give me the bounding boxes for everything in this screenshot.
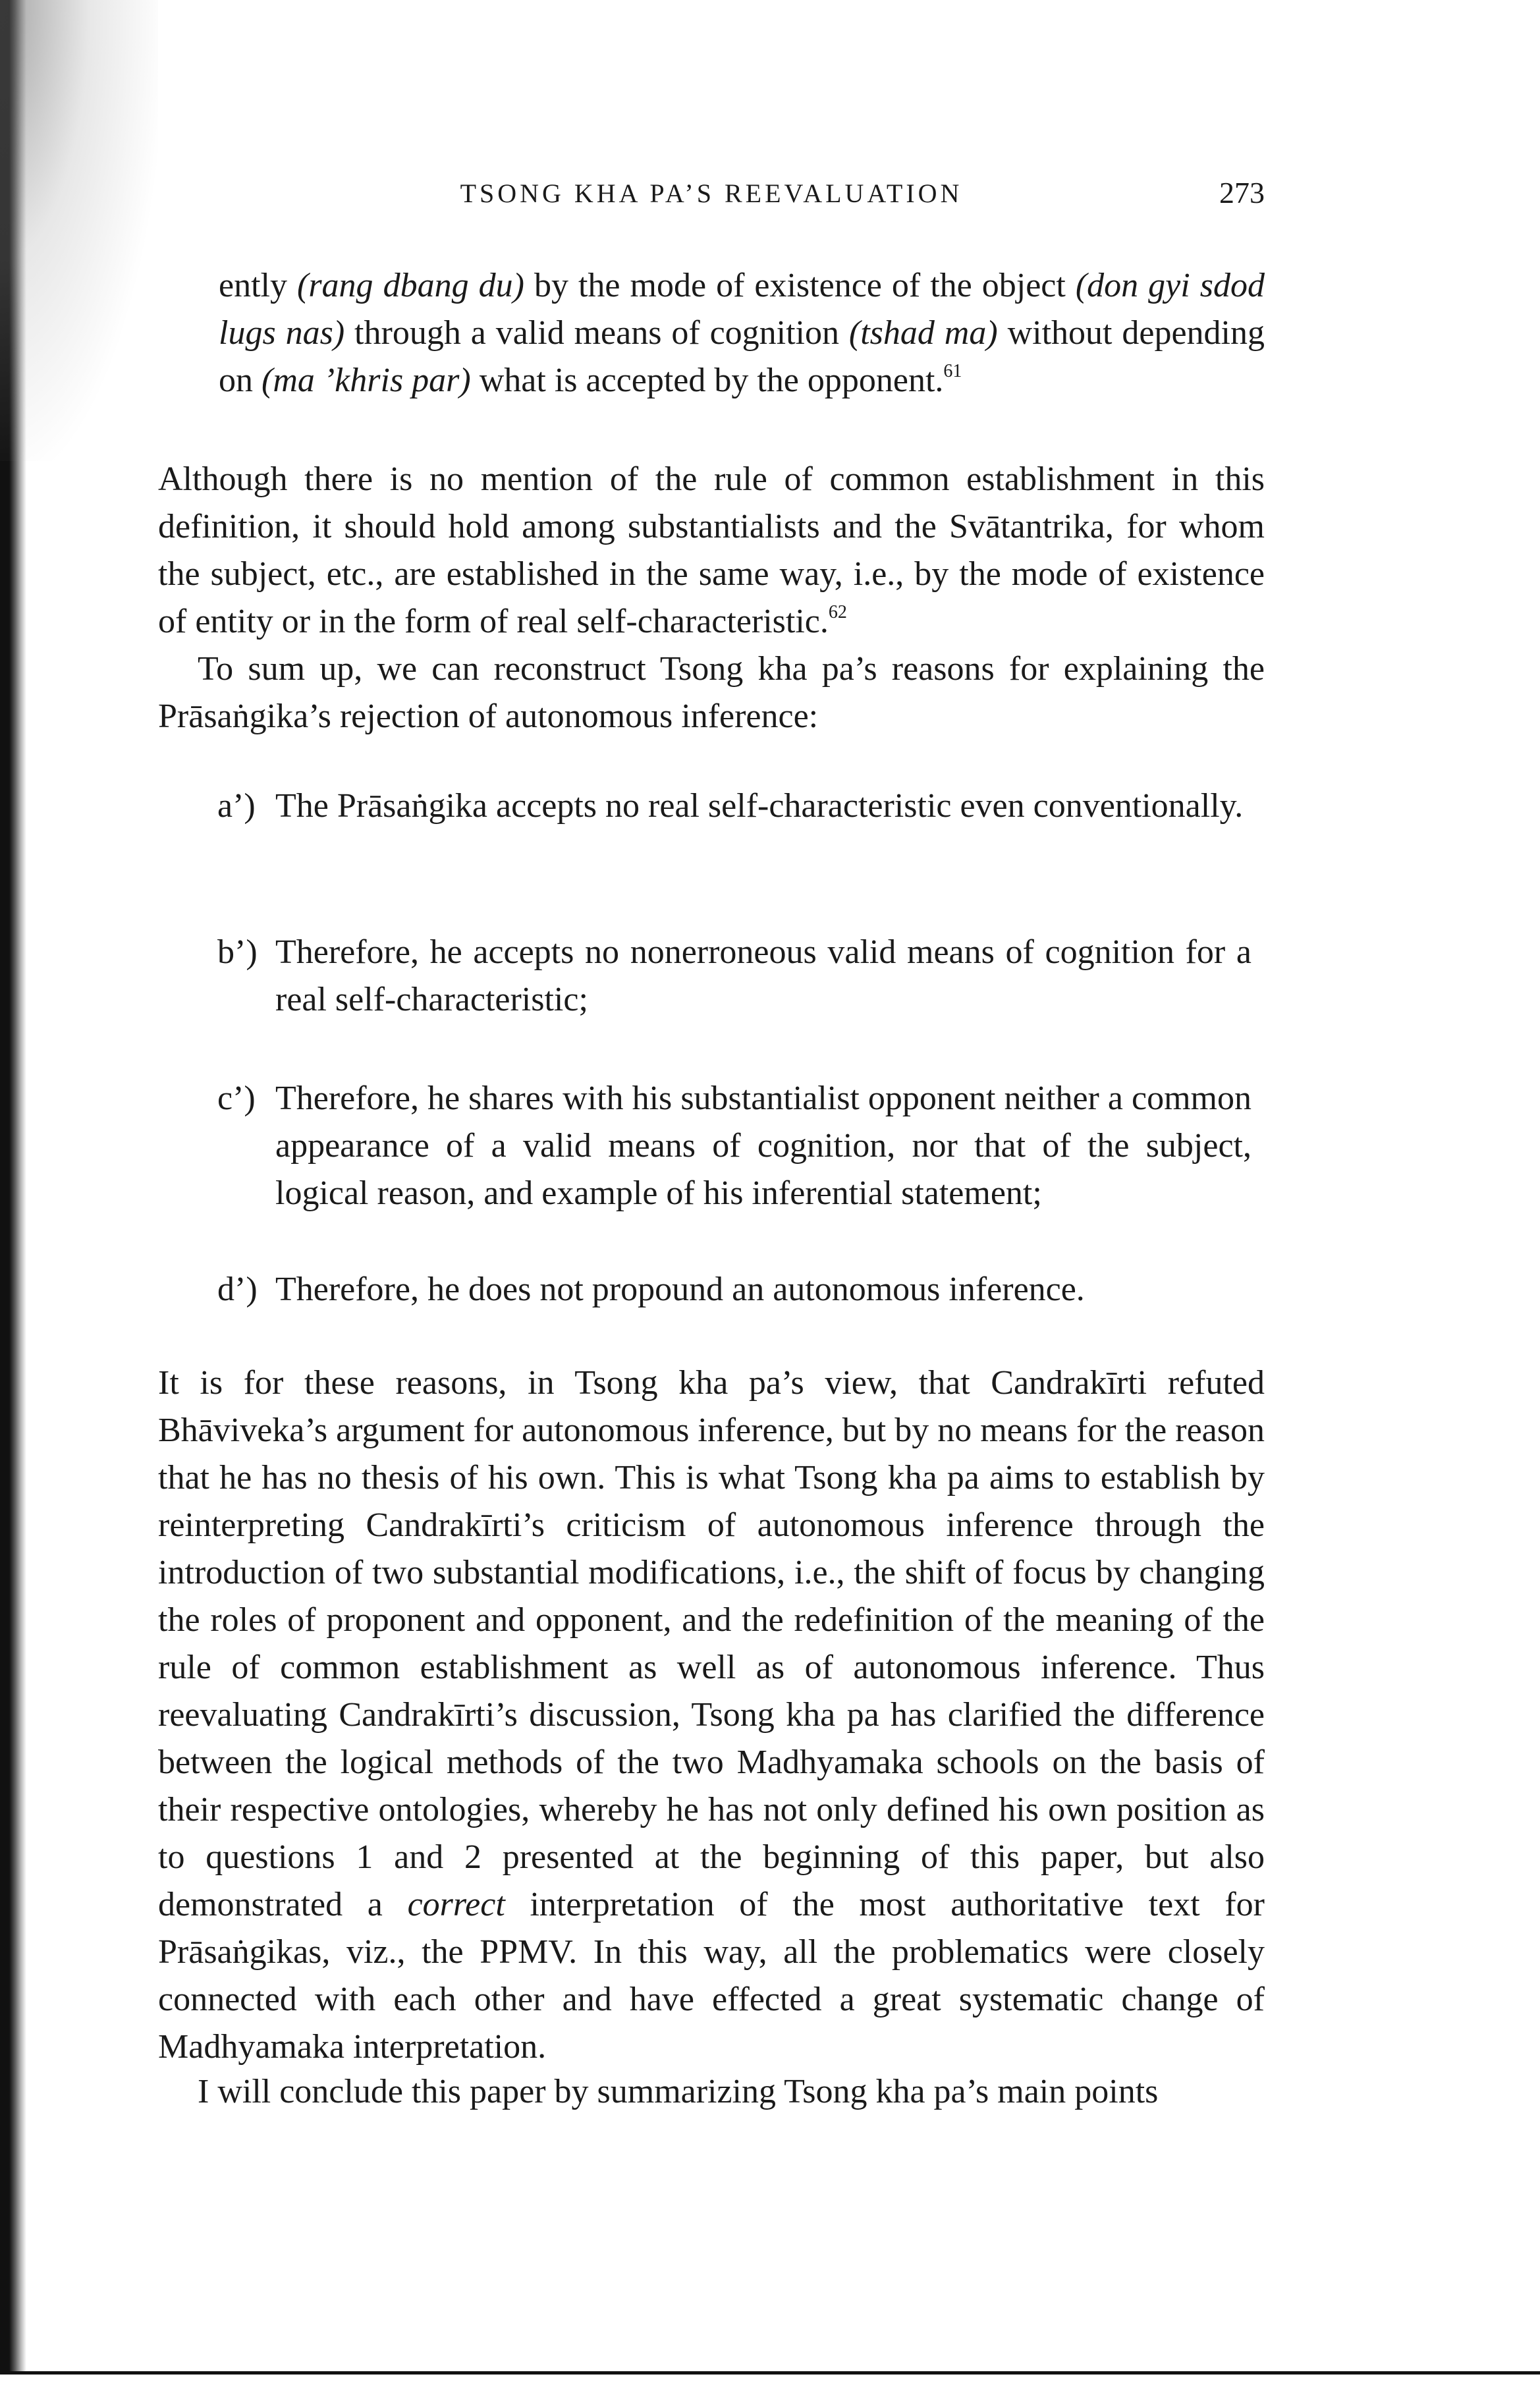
list-item-a: a’) The Prāsaṅgika accepts no real self-characteristic even conventionally. xyxy=(217,787,1244,825)
list-item-c: c’) Therefore, he shares with his substantialist opponent neither a common appearance of a valid means of cognition, nor that of the subject, logical reason, and example of his inferential statement; xyxy=(217,1080,1251,1212)
list-item-d: d’) Therefore, he does not propound an autonomous inference. xyxy=(217,1271,1085,1308)
running-head-title: TSONG KHA PA’S REEVALUATION xyxy=(460,178,963,208)
scan-bottom-edge xyxy=(0,2371,1540,2389)
paragraph-1: Although there is no mention of the rule of common establishment in this definition, it should hold among substantialists and the Svātantrika, for whom the subject, etc., are established in the same way, i.e., by the mode of existence of entity or in the form of real self-characteristic.$^{62}$ xyxy=(158,460,1265,640)
quote-paragraph: ently (rang dbang du) by the mode of existence of the object (don gyi sdod lugs nas) through a valid means of cognition (tshad ma) without depending on (ma ’khris par) what is accepted by the opponent.$^{61}$ xyxy=(219,267,1265,399)
page-number: 273 xyxy=(1219,176,1265,209)
running-head xyxy=(158,173,1265,219)
footnote-ref-62: 62 xyxy=(828,602,847,622)
paragraph-4: I will conclude this paper by summarizing Tsong kha pa’s main points xyxy=(198,2073,1159,2110)
footnote-ref-61: 61 xyxy=(943,361,962,381)
paragraph-2: To sum up, we can reconstruct Tsong kha pa’s reasons for explaining the Prāsaṅgika’s rejection of autonomous inference: xyxy=(158,650,1265,735)
paragraph-3: It is for these reasons, in Tsong kha pa’s view, that Candrakīrti refuted Bhāviveka’s argument for autonomous inference, but by no means for the reason that he has no thesis of his own. This is what Tsong kha pa aims to establish by reinterpreting Candrakīrti’s criticism of autonomous inference through the introduction of two substantial modifications, i.e., the shift of focus by changing the roles of proponent and opponent, and the redefinition of the meaning of the rule of common establishment as well as of autonomous inference. Thus reevaluating Candrakīrti’s discussion, Tsong kha pa has clarified the difference between the logical methods of the two Madhyamaka schools on the basis of their respective ontologies, whereby he has not only defined his own position as to questions 1 and 2 presented at the beginning of this paper, but also demonstrated a correct interpretation of the most authoritative text for Prāsaṅgikas, viz., the PPMV. In this way, all the problematics were closely connected with each other and have effected a great systematic change of Madhyamaka interpretation. xyxy=(158,1364,1265,2066)
block-quote xyxy=(219,262,1265,404)
book-page xyxy=(158,0,1265,2386)
list-item-b: b’) Therefore, he accepts no nonerroneous valid means of cognition for a real self-characteristic; xyxy=(217,933,1251,1018)
scan-fold-shadow xyxy=(0,0,158,461)
